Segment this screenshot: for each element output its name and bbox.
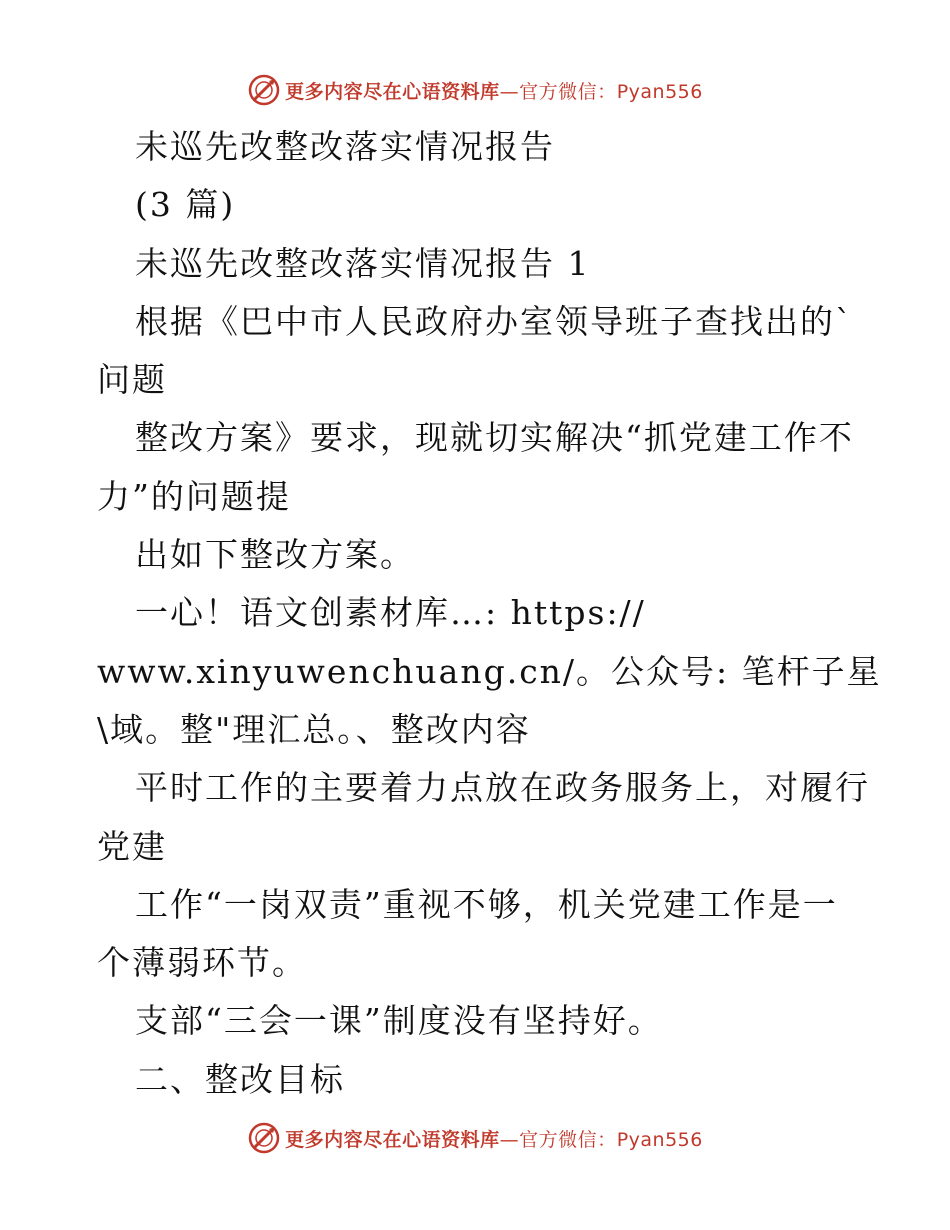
logo-icon: [247, 1121, 281, 1155]
text-line: 未巡先改整改落实情况报告 1: [135, 243, 591, 283]
text-line: (3 篇): [135, 185, 236, 225]
text-line: 二、整改目标: [135, 1059, 345, 1099]
text-line: 工作“一岗双责”重视不够，机关党建工作是一: [135, 884, 838, 924]
text-line: 党建: [97, 826, 167, 866]
text-line: 问题: [97, 360, 167, 400]
text-line: 根据《巴中市人民政府办室领导班子查找出的`: [135, 301, 854, 341]
footer-banner: [0, 1118, 950, 1158]
text-line: 出如下整改方案。: [135, 535, 415, 575]
text-line: 整改方案》要求，现就切实解决“抓党建工作不: [135, 418, 854, 458]
text-line: www.xinyuwenchuang.cn/。公众号: 笔杆子星: [97, 651, 882, 691]
header-banner: [0, 70, 950, 110]
text-line: 未巡先改整改落实情况报告: [135, 127, 555, 166]
text-line: 个薄弱环节。: [97, 943, 307, 983]
text-line: 力”的问题提: [97, 476, 291, 516]
banner-text: 更多内容尽在心语资料库—官方微信：Pyan556: [285, 1128, 703, 1151]
document-body: [97, 118, 882, 1109]
text-line: 一心！语文创素材库…: https://: [135, 593, 646, 633]
text-line: \域。整"理汇总。、整改内容: [97, 709, 531, 749]
text-line: 平时工作的主要着力点放在政务服务上，对履行: [135, 768, 870, 808]
banner-text: 更多内容尽在心语资料库—官方微信：Pyan556: [285, 80, 703, 103]
text-line: 支部“三会一课”制度没有坚持好。: [135, 1001, 663, 1041]
logo-icon: [247, 73, 281, 107]
